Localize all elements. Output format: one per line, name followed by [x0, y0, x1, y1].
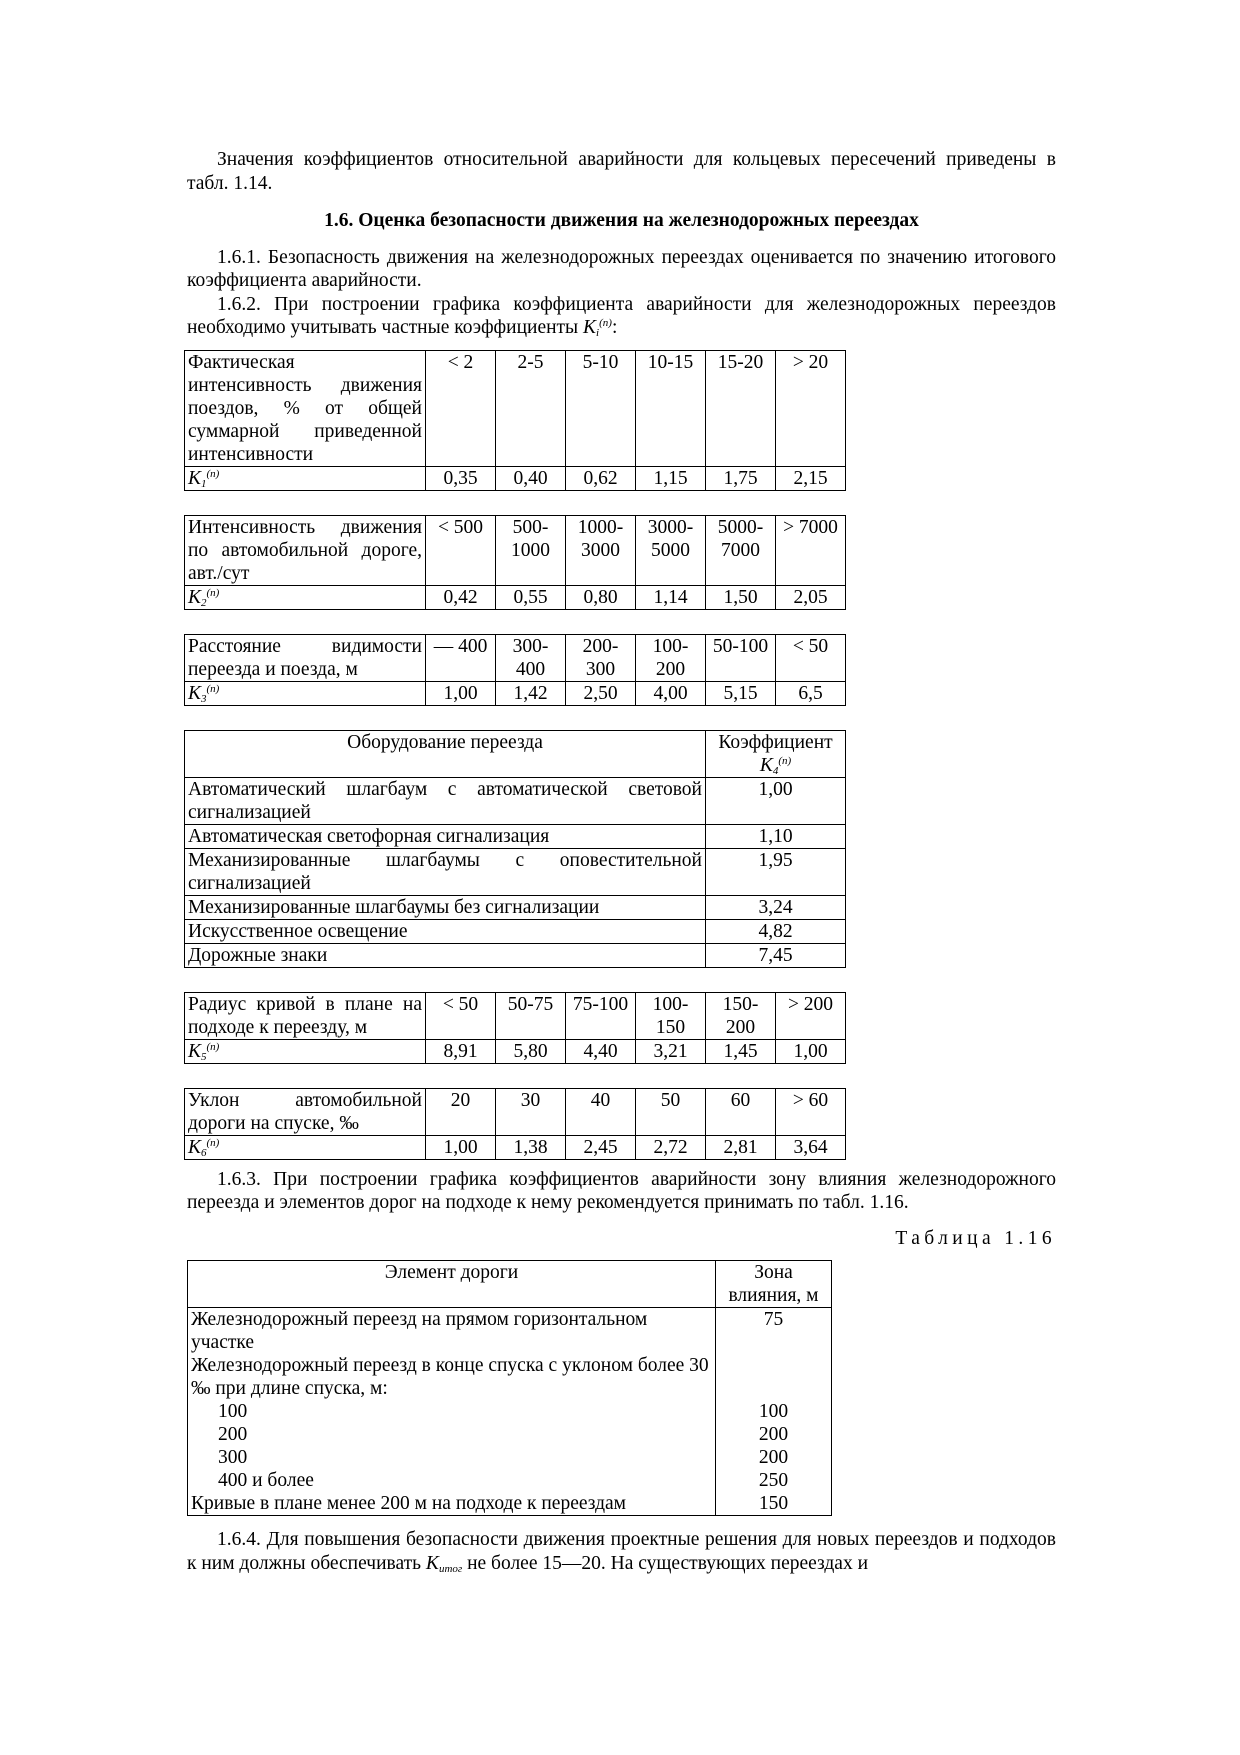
table-row [185, 466, 846, 490]
k1-subscript: 1 [201, 477, 207, 490]
table-row [185, 1088, 846, 1135]
table-k1-value: 1,15 [636, 466, 706, 490]
table-k1-header: 10-15 [636, 350, 706, 466]
table-k2-header: 5000- 7000 [706, 515, 776, 585]
coefficient-ki [583, 317, 612, 338]
table-k1-header: 2-5 [496, 350, 566, 466]
table-1-16-zone: 250 [716, 1469, 832, 1492]
table-k4-value: 1,10 [706, 824, 846, 848]
k3-superscript: (n) [206, 682, 220, 695]
table-row [185, 848, 846, 895]
table-k4-value: 1,00 [706, 777, 846, 824]
table-k4-equipment: Автоматический шлагбаум с автоматической световой сигнализацией [185, 777, 706, 824]
table-k5-label: Радиус кривой в плане на подходе к переезду, м [185, 992, 426, 1039]
paragraph-1-6-4-end: не более 15—20. На существующих переездах и [462, 1552, 869, 1574]
table-k4-equipment: Дорожные знаки [185, 943, 706, 967]
table-k5-value: 4,40 [566, 1039, 636, 1063]
table-k2-value: 1,50 [706, 585, 776, 609]
table-k5-header: 100- 150 [636, 992, 706, 1039]
table-k3-header: 100- 200 [636, 634, 706, 681]
table-k5-header: 75-100 [566, 992, 636, 1039]
table-k5-header: 150- 200 [706, 992, 776, 1039]
k-itog-subscript: итог [438, 1562, 463, 1575]
k4-symbol: K [759, 754, 773, 776]
table-row [185, 895, 846, 919]
table-k1-header: > 20 [776, 350, 846, 466]
table-k6-coef-label [185, 1135, 426, 1159]
table-k2-coef-label [185, 585, 426, 609]
table-k4-equipment: Автоматическая светофорная сигнализация [185, 824, 706, 848]
table-row [185, 824, 846, 848]
table-1-16-zone: 75 [716, 1308, 832, 1355]
table-row [185, 777, 846, 824]
k-itog [426, 1553, 462, 1574]
k4-coefficient [760, 755, 791, 776]
table-k6-header: 50 [636, 1088, 706, 1135]
table-k5 [184, 992, 846, 1064]
table-k4-equipment: Механизированные шлагбаумы с оповестительной сигнализацией [185, 848, 706, 895]
table-k3-header: 50-100 [706, 634, 776, 681]
table-k6-header: 40 [566, 1088, 636, 1135]
k6-subscript: 6 [201, 1146, 207, 1159]
table-k6-header: 60 [706, 1088, 776, 1135]
table-k1-header: < 2 [426, 350, 496, 466]
table-k6-value: 2,72 [636, 1135, 706, 1159]
table-k3-header: — 400 [426, 634, 496, 681]
table-k3-value: 6,5 [776, 681, 846, 705]
table-k1-value: 0,40 [496, 466, 566, 490]
table-k5-header: < 50 [426, 992, 496, 1039]
paragraph-1-6-4 [187, 1528, 1056, 1575]
table-k4 [184, 730, 846, 968]
table-k3-header: 200- 300 [566, 634, 636, 681]
k5-superscript: (n) [206, 1040, 220, 1053]
table-1-16-zone: 100 [716, 1400, 832, 1423]
table-k1-value: 1,75 [706, 466, 776, 490]
table-k3-coef-label [185, 681, 426, 705]
table-k1-header: 5-10 [566, 350, 636, 466]
table-1-16-zone-empty [716, 1354, 832, 1400]
table-k4-value: 3,24 [706, 895, 846, 919]
k5-subscript: 5 [201, 1050, 207, 1063]
k4-superscript: (n) [778, 754, 792, 767]
table-row [188, 1492, 832, 1516]
table-k2-value: 0,42 [426, 585, 496, 609]
table-row [185, 943, 846, 967]
table-k4-head-right [706, 730, 846, 777]
table-1-16 [187, 1260, 832, 1516]
table-row [188, 1446, 832, 1469]
table-k1-value: 2,15 [776, 466, 846, 490]
k4-subscript: 4 [772, 764, 779, 777]
k1-superscript: (n) [206, 467, 220, 480]
table-1-16-head-right: Зона влияния, м [716, 1261, 832, 1308]
table-k4-value: 1,95 [706, 848, 846, 895]
table-row [188, 1423, 832, 1446]
table-k6-header: > 60 [776, 1088, 846, 1135]
table-row [185, 634, 846, 681]
table-k2-value: 0,55 [496, 585, 566, 609]
table-row [185, 992, 846, 1039]
table-1-16-element: Кривые в плане менее 200 м на подходе к переездам [191, 1493, 627, 1514]
table-k5-header: > 200 [776, 992, 846, 1039]
paragraph-1-6-2-end: : [611, 317, 618, 338]
table-1-16-length: 200 [218, 1424, 248, 1445]
table-k4-equipment: Искусственное освещение [185, 919, 706, 943]
table-1-16-zone: 150 [716, 1492, 832, 1516]
table-k4-head-left: Оборудование переезда [185, 730, 706, 777]
table-k5-value: 1,45 [706, 1039, 776, 1063]
table-k5-value: 3,21 [636, 1039, 706, 1063]
table-k1-value: 0,62 [566, 466, 636, 490]
table-1-16-length: 400 и более [218, 1470, 314, 1491]
table-k6-value: 2,45 [566, 1135, 636, 1159]
table-row [185, 1135, 846, 1159]
table-k2-value: 2,05 [776, 585, 846, 609]
table-k1-header: 15-20 [706, 350, 776, 466]
table-row [185, 515, 846, 585]
table-k4-equipment: Механизированные шлагбаумы без сигнализации [185, 895, 706, 919]
k3-subscript: 3 [201, 692, 207, 705]
table-row [185, 1039, 846, 1063]
table-1-16-zone: 200 [716, 1423, 832, 1446]
k2-superscript: (n) [206, 586, 220, 599]
table-row [188, 1469, 832, 1492]
table-k6-value: 2,81 [706, 1135, 776, 1159]
table-row [188, 1261, 832, 1308]
table-1-16-element: Железнодорожный переезд на прямом горизонтальном участке [191, 1309, 648, 1353]
table-k3-value: 2,50 [566, 681, 636, 705]
table-k3-value: 1,00 [426, 681, 496, 705]
table-row [188, 1400, 832, 1423]
table-k2-header: > 7000 [776, 515, 846, 585]
k1-symbol: K [188, 467, 202, 489]
table-k2-value: 0,80 [566, 585, 636, 609]
paragraph-1-6-2 [187, 293, 1056, 340]
table-k2-value: 1,14 [636, 585, 706, 609]
table-1-16-length: 100 [218, 1401, 248, 1422]
table-k1-value: 0,35 [426, 466, 496, 490]
table-row [188, 1308, 832, 1355]
table-k3-value: 1,42 [496, 681, 566, 705]
table-k6-value: 1,00 [426, 1135, 496, 1159]
table-k3-header: < 50 [776, 634, 846, 681]
paragraph-1-6-2-text: 1.6.2. При построении графика коэффициента аварийности для железнодорожных переездов необходимо учитывать частные коэффициенты [187, 293, 1056, 338]
table-k2-label: Интенсивность движения по автомобильной дороге, авт./сут [185, 515, 426, 585]
table-row [188, 1354, 832, 1400]
k-itog-symbol: K [425, 1552, 439, 1574]
table-k3-value: 5,15 [706, 681, 776, 705]
table-k3 [184, 634, 846, 706]
k2-symbol: K [188, 586, 202, 608]
table-row [185, 681, 846, 705]
table-k5-coef-label [185, 1039, 426, 1063]
paragraph-1-6-4-text: 1.6.4. Для повышения безопасности движения проектные решения для новых переездов и подходов к ним должны обеспечивать [187, 1529, 1056, 1574]
document-page [187, 148, 1056, 1575]
k3-symbol: K [188, 682, 202, 704]
table-k5-value: 5,80 [496, 1039, 566, 1063]
paragraph-1-6-3: 1.6.3. При построении графика коэффициентов аварийности зону влияния железнодорожного переезда и элементов дорог на подходе к нему рекомендуется принимать по табл. 1.16. [187, 1168, 1056, 1213]
table-k3-label: Расстояние видимости переезда и поезда, м [185, 634, 426, 681]
table-k4-value: 4,82 [706, 919, 846, 943]
k6-symbol: K [188, 1136, 202, 1158]
table-1-16-element: Железнодорожный переезд в конце спуска с уклоном более 30 ‰ при длине спуска, м: [191, 1355, 709, 1399]
table-k6-header: 20 [426, 1088, 496, 1135]
table-caption: Таблица 1.16 [895, 1227, 1056, 1249]
table-row [185, 919, 846, 943]
ki-superscript: (n) [599, 317, 612, 329]
table-k4-value: 7,45 [706, 943, 846, 967]
table-1-16-length: 300 [218, 1447, 248, 1468]
table-k5-value: 8,91 [426, 1039, 496, 1063]
intro-paragraph: Значения коэффициентов относительной аварийности для кольцевых пересечений приведены в табл. 1.14. [187, 149, 1056, 194]
table-k6-header: 30 [496, 1088, 566, 1135]
table-k2-header: 3000- 5000 [636, 515, 706, 585]
table-k2 [184, 515, 846, 610]
table-k5-value: 1,00 [776, 1039, 846, 1063]
table-k3-header: 300- 400 [496, 634, 566, 681]
paragraph-1-6-1: 1.6.1. Безопасность движения на железнодорожных переездах оценивается по значению итогового коэффициента аварийности. [187, 246, 1056, 291]
table-k6-value: 3,64 [776, 1135, 846, 1159]
table-row [185, 730, 846, 777]
table-k6 [184, 1088, 846, 1160]
table-k2-header: < 500 [426, 515, 496, 585]
ki-symbol: K [583, 317, 597, 338]
table-k1-coef-label [185, 466, 426, 490]
table-k3-value: 4,00 [636, 681, 706, 705]
table-1-16-head-left: Элемент дороги [188, 1261, 716, 1308]
k2-subscript: 2 [201, 596, 207, 609]
table-k2-header: 1000- 3000 [566, 515, 636, 585]
k5-symbol: K [188, 1040, 202, 1062]
ki-subscript: i [596, 327, 600, 339]
table-k1-label: Фактическая интенсивность движения поездов, % от общей суммарной приведенной интенсивности [185, 350, 426, 466]
table-k5-header: 50-75 [496, 992, 566, 1039]
table-k2-header: 500- 1000 [496, 515, 566, 585]
table-k1 [184, 350, 846, 491]
table-k6-label: Уклон автомобильной дороги на спуске, ‰ [185, 1088, 426, 1135]
table-row [185, 350, 846, 466]
table-k6-value: 1,38 [496, 1135, 566, 1159]
table-1-16-zone: 200 [716, 1446, 832, 1469]
k6-superscript: (n) [206, 1136, 220, 1149]
table-row [185, 585, 846, 609]
table-k4-head-label: Коэффициент [718, 731, 833, 753]
section-title: 1.6. Оценка безопасности движения на железнодорожных переездах [324, 210, 919, 231]
